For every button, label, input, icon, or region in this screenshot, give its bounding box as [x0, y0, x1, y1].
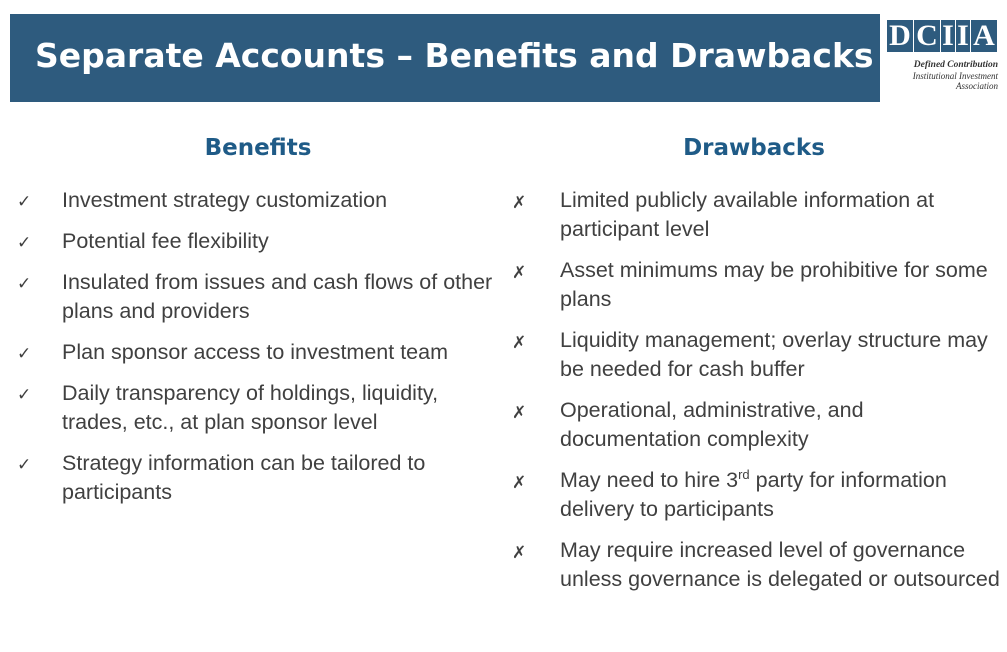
benefit-item — [10, 268, 505, 326]
cross-icon: ✗ — [512, 263, 527, 282]
benefit-text: Strategy information can be tailored to participants — [62, 451, 426, 504]
benefit-item — [10, 449, 505, 507]
drawback-item — [510, 186, 1000, 244]
check-icon: ✓ — [17, 385, 32, 404]
benefits-list — [10, 186, 505, 519]
logo-mark — [887, 20, 1002, 52]
drawback-text: Asset minimums may be prohibitive for some plans — [560, 258, 988, 311]
drawback-text-post: party for information delivery to participants — [560, 468, 947, 521]
benefit-item — [10, 186, 505, 215]
drawback-item — [510, 396, 1000, 454]
drawback-text: May require increased level of governance unless governance is delegated or outsourced — [560, 538, 1000, 591]
drawback-item — [510, 536, 1000, 594]
drawback-item — [510, 326, 1000, 384]
dciia-logo — [884, 20, 1002, 100]
benefit-text: Potential fee flexibility — [62, 229, 269, 253]
cross-icon: ✗ — [512, 333, 527, 352]
drawbacks-heading: Drawbacks — [683, 135, 825, 161]
check-icon: ✓ — [17, 455, 32, 474]
title-bar — [10, 14, 880, 102]
benefit-text: Daily transparency of holdings, liquidity, trades, etc., at plan sponsor level — [62, 381, 439, 434]
benefits-heading: Benefits — [204, 135, 312, 161]
slide-title: Separate Accounts – Benefits and Drawbacks — [35, 36, 874, 75]
check-icon: ✓ — [17, 274, 32, 293]
drawback-item — [510, 256, 1000, 314]
benefit-item — [10, 338, 505, 367]
logo-letter-i1: I — [942, 19, 954, 52]
benefit-item — [10, 379, 505, 437]
check-icon: ✓ — [17, 192, 32, 211]
logo-line-1: Defined Contribution — [913, 60, 998, 70]
logo-letter-c: C — [914, 20, 940, 52]
logo-letter-d: D — [887, 20, 913, 52]
cross-icon: ✗ — [512, 543, 527, 562]
benefit-item — [10, 227, 505, 256]
logo-letter-i2: I — [957, 19, 969, 52]
benefit-text: Insulated from issues and cash flows of other plans and providers — [62, 270, 493, 323]
drawback-text: Liquidity management; overlay structure may be needed for cash buffer — [560, 328, 988, 381]
drawback-text: Operational, administrative, and documentation complexity — [560, 398, 864, 451]
logo-line-3: Association — [956, 81, 998, 91]
check-icon: ✓ — [17, 344, 32, 363]
drawback-text-pre: May need to hire 3 — [560, 468, 739, 492]
ordinal-superscript: rd — [738, 466, 750, 482]
cross-icon: ✗ — [512, 193, 527, 212]
drawbacks-list — [510, 186, 1000, 606]
drawback-text — [560, 468, 947, 521]
check-icon: ✓ — [17, 233, 32, 252]
logo-line-2: Institutional Investment — [912, 71, 998, 81]
logo-letter-a: A — [971, 20, 997, 52]
benefit-text: Plan sponsor access to investment team — [62, 340, 448, 364]
cross-icon: ✗ — [512, 473, 527, 492]
drawback-item — [510, 466, 1000, 524]
benefit-text: Investment strategy customization — [62, 188, 388, 212]
cross-icon: ✗ — [512, 403, 527, 422]
drawback-text: Limited publicly available information at participant level — [560, 188, 935, 241]
